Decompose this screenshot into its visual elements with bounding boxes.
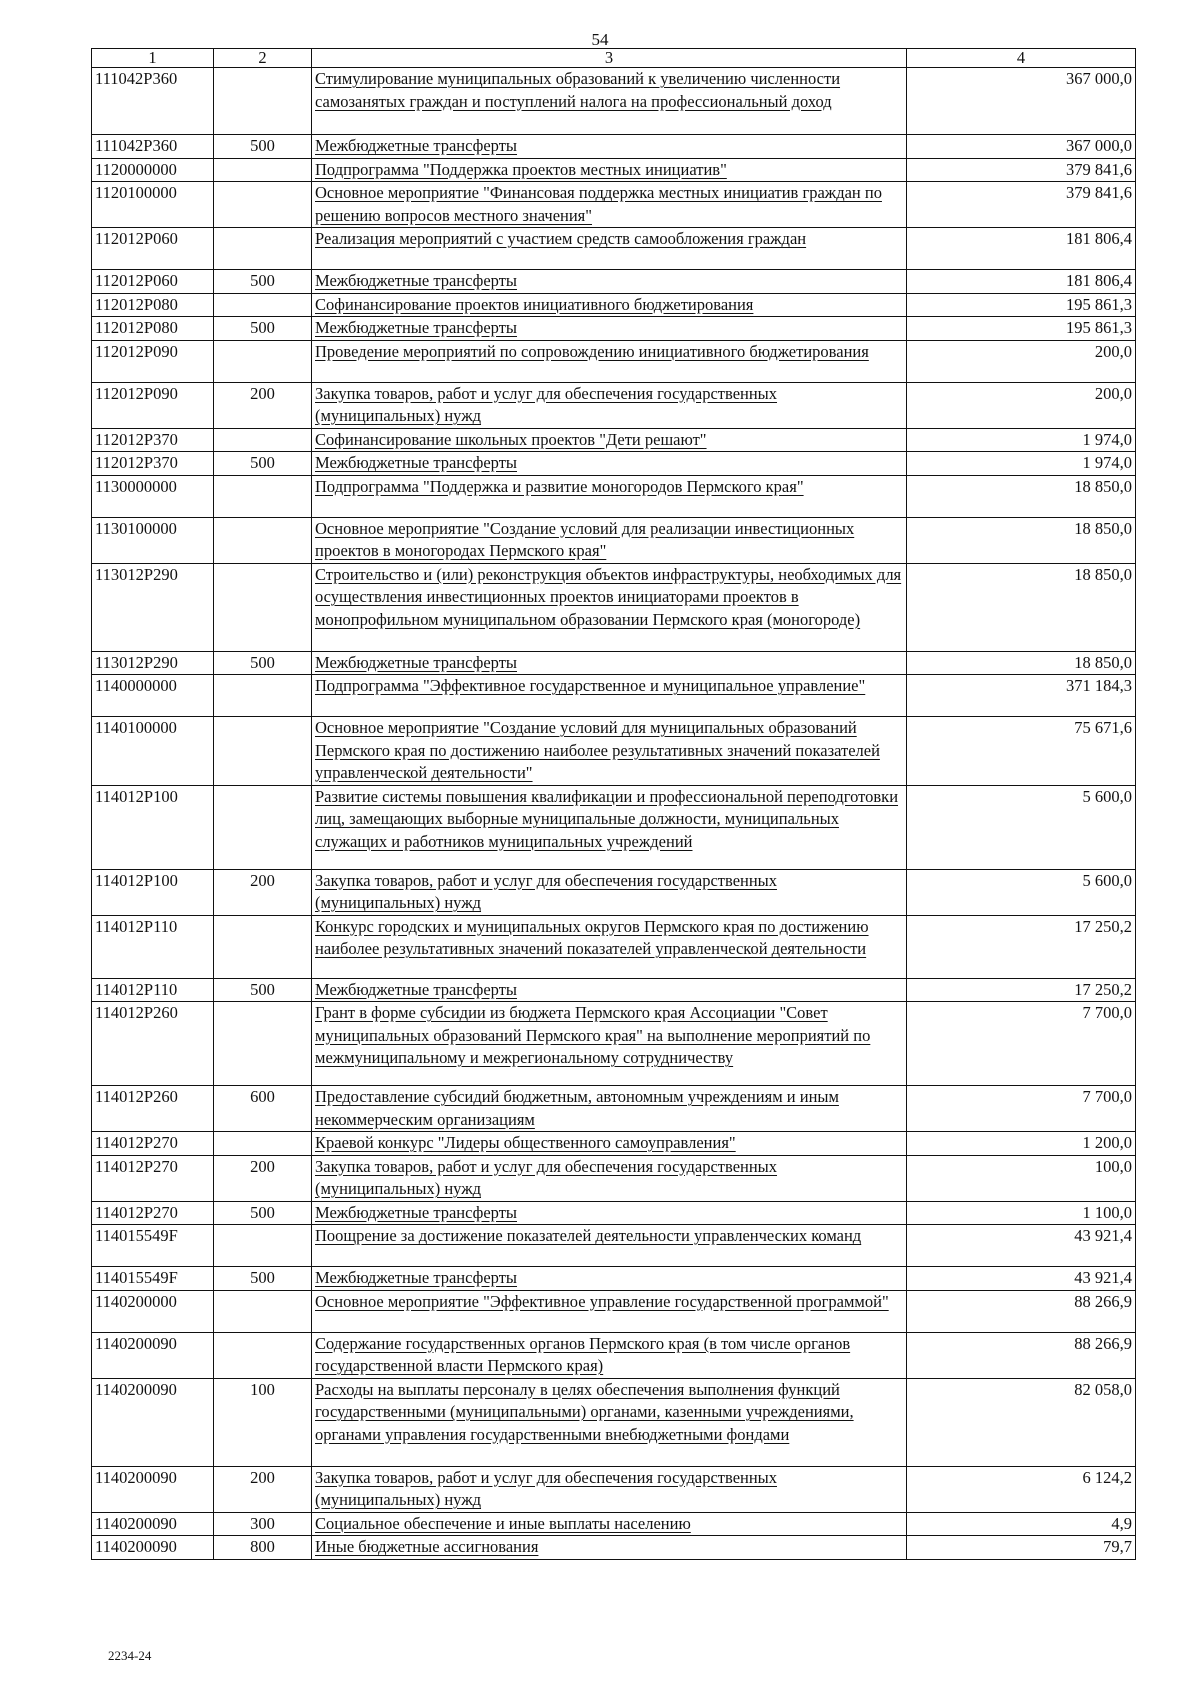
header-col-2: 2: [214, 49, 312, 68]
cell-name: Конкурс городских и муниципальных округов Пермского края по достижению наиболее результативных значений показателей управленческой деятельности: [312, 915, 907, 978]
cell-kvr: [214, 675, 312, 717]
cell-code: 114012P110: [92, 978, 214, 1002]
cell-kvr: [214, 293, 312, 317]
cell-amount: 18 850,0: [907, 475, 1136, 517]
cell-amount: 7 700,0: [907, 1002, 1136, 1086]
cell-code: 1140200090: [92, 1466, 214, 1512]
table-row: [92, 228, 1136, 270]
cell-amount: 5 600,0: [907, 785, 1136, 869]
table-row: [92, 1378, 1136, 1466]
cell-amount: 88 266,9: [907, 1332, 1136, 1378]
cell-kvr: 500: [214, 270, 312, 294]
table-row: [92, 428, 1136, 452]
cell-amount: 1 974,0: [907, 452, 1136, 476]
header-col-1: 1: [92, 49, 214, 68]
cell-amount: 379 841,6: [907, 182, 1136, 228]
cell-name: Межбюджетные трансферты: [312, 270, 907, 294]
cell-amount: 88 266,9: [907, 1290, 1136, 1332]
cell-code: 1140100000: [92, 717, 214, 786]
cell-code: 112012P090: [92, 340, 214, 382]
table-row: [92, 785, 1136, 869]
table-row: [92, 1155, 1136, 1201]
cell-code: 114012P260: [92, 1002, 214, 1086]
cell-name: Предоставление субсидий бюджетным, автономным учреждениям и иным некоммерческим организациям: [312, 1086, 907, 1132]
cell-amount: 100,0: [907, 1155, 1136, 1201]
cell-kvr: [214, 717, 312, 786]
cell-name: Проведение мероприятий по сопровождению инициативного бюджетирования: [312, 340, 907, 382]
cell-name: Содержание государственных органов Пермского края (в том числе органов государственной власти Пермского края): [312, 1332, 907, 1378]
cell-amount: 17 250,2: [907, 915, 1136, 978]
table-row: [92, 135, 1136, 159]
cell-name: Развитие системы повышения квалификации и профессиональной переподготовки лиц, замещающих выборные муниципальные должности, муниципальных служащих и работников муниципальных учреждений: [312, 785, 907, 869]
cell-code: 112012P370: [92, 452, 214, 476]
cell-name: Социальное обеспечение и иные выплаты населению: [312, 1512, 907, 1536]
table-row: [92, 1512, 1136, 1536]
cell-code: 112012P090: [92, 382, 214, 428]
cell-amount: 367 000,0: [907, 68, 1136, 135]
cell-kvr: [214, 1290, 312, 1332]
cell-kvr: [214, 428, 312, 452]
cell-name: Подпрограмма "Эффективное государственное и муниципальное управление": [312, 675, 907, 717]
budget-table: [91, 48, 1136, 1560]
cell-code: 111042P360: [92, 68, 214, 135]
cell-kvr: 200: [214, 869, 312, 915]
cell-code: 114015549F: [92, 1267, 214, 1291]
table-row: [92, 517, 1136, 563]
cell-amount: 18 850,0: [907, 563, 1136, 651]
cell-amount: 82 058,0: [907, 1378, 1136, 1466]
cell-amount: 195 861,3: [907, 317, 1136, 341]
cell-name: Закупка товаров, работ и услуг для обеспечения государственных (муниципальных) нужд: [312, 1155, 907, 1201]
cell-amount: 379 841,6: [907, 158, 1136, 182]
cell-name: Межбюджетные трансферты: [312, 452, 907, 476]
cell-name: Софинансирование проектов инициативного бюджетирования: [312, 293, 907, 317]
cell-kvr: 500: [214, 452, 312, 476]
cell-amount: 7 700,0: [907, 1086, 1136, 1132]
cell-name: Межбюджетные трансферты: [312, 651, 907, 675]
cell-amount: 1 974,0: [907, 428, 1136, 452]
cell-amount: 1 200,0: [907, 1132, 1136, 1156]
header-col-4: 4: [907, 49, 1136, 68]
cell-name: Межбюджетные трансферты: [312, 1201, 907, 1225]
cell-kvr: [214, 1332, 312, 1378]
cell-name: Краевой конкурс "Лидеры общественного самоуправления": [312, 1132, 907, 1156]
document-code: 2234-24: [108, 1648, 152, 1663]
cell-kvr: [214, 68, 312, 135]
table-row: [92, 869, 1136, 915]
table-row: [92, 651, 1136, 675]
cell-name: Основное мероприятие "Финансовая поддержка местных инициатив граждан по решению вопросов местного значения": [312, 182, 907, 228]
cell-name: Подпрограмма "Поддержка проектов местных инициатив": [312, 158, 907, 182]
cell-name: Закупка товаров, работ и услуг для обеспечения государственных (муниципальных) нужд: [312, 1466, 907, 1512]
cell-code: 1120000000: [92, 158, 214, 182]
cell-kvr: [214, 915, 312, 978]
table-row: [92, 675, 1136, 717]
table-row: [92, 340, 1136, 382]
cell-name: Подпрограмма "Поддержка и развитие моногородов Пермского края": [312, 475, 907, 517]
table-row: [92, 1132, 1136, 1156]
cell-amount: 4,9: [907, 1512, 1136, 1536]
cell-kvr: [214, 517, 312, 563]
table-row: [92, 1086, 1136, 1132]
cell-code: 114012P270: [92, 1201, 214, 1225]
cell-amount: 181 806,4: [907, 228, 1136, 270]
cell-kvr: [214, 785, 312, 869]
cell-amount: 6 124,2: [907, 1466, 1136, 1512]
cell-kvr: [214, 1002, 312, 1086]
table-row: [92, 1466, 1136, 1512]
cell-amount: 43 921,4: [907, 1225, 1136, 1267]
cell-code: 114012P270: [92, 1132, 214, 1156]
cell-code: 112012P060: [92, 228, 214, 270]
cell-kvr: [214, 340, 312, 382]
cell-code: 1130000000: [92, 475, 214, 517]
cell-code: 1120100000: [92, 182, 214, 228]
cell-kvr: 500: [214, 1267, 312, 1291]
cell-code: 1140200090: [92, 1536, 214, 1560]
cell-code: 1140200090: [92, 1378, 214, 1466]
table-row: [92, 1332, 1136, 1378]
cell-code: 112012P370: [92, 428, 214, 452]
cell-kvr: 500: [214, 978, 312, 1002]
cell-amount: 371 184,3: [907, 675, 1136, 717]
cell-amount: 43 921,4: [907, 1267, 1136, 1291]
cell-amount: 18 850,0: [907, 517, 1136, 563]
cell-code: 112012P080: [92, 293, 214, 317]
cell-name: Строительство и (или) реконструкция объектов инфраструктуры, необходимых для осуществления инвестиционных проектов инициаторами проектов в монопрофильном муниципальном образовании Пермского края (моногороде): [312, 563, 907, 651]
cell-kvr: 600: [214, 1086, 312, 1132]
cell-code: 1140200090: [92, 1332, 214, 1378]
cell-amount: 75 671,6: [907, 717, 1136, 786]
cell-kvr: 200: [214, 1466, 312, 1512]
table-row: [92, 1225, 1136, 1267]
cell-name: Поощрение за достижение показателей деятельности управленческих команд: [312, 1225, 907, 1267]
cell-name: Иные бюджетные ассигнования: [312, 1536, 907, 1560]
cell-name: Реализация мероприятий с участием средств самообложения граждан: [312, 228, 907, 270]
cell-kvr: 100: [214, 1378, 312, 1466]
cell-name: Межбюджетные трансферты: [312, 135, 907, 159]
cell-kvr: 200: [214, 382, 312, 428]
cell-name: Межбюджетные трансферты: [312, 978, 907, 1002]
cell-name: Закупка товаров, работ и услуг для обеспечения государственных (муниципальных) нужд: [312, 382, 907, 428]
cell-code: 114012P270: [92, 1155, 214, 1201]
cell-amount: 200,0: [907, 340, 1136, 382]
cell-amount: 367 000,0: [907, 135, 1136, 159]
table-row: [92, 158, 1136, 182]
table-row: [92, 717, 1136, 786]
cell-amount: 17 250,2: [907, 978, 1136, 1002]
table-row: [92, 978, 1136, 1002]
cell-code: 113012P290: [92, 563, 214, 651]
cell-amount: 1 100,0: [907, 1201, 1136, 1225]
table-row: [92, 452, 1136, 476]
cell-kvr: [214, 182, 312, 228]
cell-amount: 5 600,0: [907, 869, 1136, 915]
cell-name: Расходы на выплаты персоналу в целях обеспечения выполнения функций государственными (муниципальными) органами, казенными учреждениями, органами управления государственными внебюджетными фондами: [312, 1378, 907, 1466]
cell-name: Основное мероприятие "Создание условий для реализации инвестиционных проектов в моногородах Пермского края": [312, 517, 907, 563]
table-row: [92, 317, 1136, 341]
table-row: [92, 1536, 1136, 1560]
cell-name: Межбюджетные трансферты: [312, 1267, 907, 1291]
cell-kvr: 500: [214, 651, 312, 675]
table-row: [92, 563, 1136, 651]
table-row: [92, 1002, 1136, 1086]
cell-code: 111042P360: [92, 135, 214, 159]
cell-kvr: 500: [214, 135, 312, 159]
table-row: [92, 1201, 1136, 1225]
cell-code: 114015549F: [92, 1225, 214, 1267]
cell-kvr: [214, 228, 312, 270]
cell-code: 112012P080: [92, 317, 214, 341]
cell-amount: 195 861,3: [907, 293, 1136, 317]
cell-kvr: [214, 563, 312, 651]
cell-code: 113012P290: [92, 651, 214, 675]
cell-kvr: 500: [214, 317, 312, 341]
table-row: [92, 293, 1136, 317]
cell-amount: 181 806,4: [907, 270, 1136, 294]
cell-code: 1140200090: [92, 1512, 214, 1536]
cell-amount: 79,7: [907, 1536, 1136, 1560]
cell-code: 1130100000: [92, 517, 214, 563]
cell-amount: 18 850,0: [907, 651, 1136, 675]
cell-name: Стимулирование муниципальных образований к увеличению численности самозанятых граждан и поступлений налога на профессиональный доход: [312, 68, 907, 135]
cell-kvr: 500: [214, 1201, 312, 1225]
header-col-3: 3: [312, 49, 907, 68]
table-row: [92, 1267, 1136, 1291]
cell-code: 114012P100: [92, 785, 214, 869]
table-row: [92, 68, 1136, 135]
cell-name: Основное мероприятие "Эффективное управление государственной программой": [312, 1290, 907, 1332]
cell-amount: 200,0: [907, 382, 1136, 428]
table-row: [92, 475, 1136, 517]
table-row: [92, 182, 1136, 228]
header-row: [92, 49, 1136, 68]
cell-kvr: [214, 1132, 312, 1156]
table-row: [92, 270, 1136, 294]
page-number: 54: [591, 30, 609, 49]
table-row: [92, 382, 1136, 428]
table-row: [92, 1290, 1136, 1332]
cell-kvr: [214, 475, 312, 517]
cell-code: 114012P110: [92, 915, 214, 978]
cell-name: Софинансирование школьных проектов "Дети решают": [312, 428, 907, 452]
cell-kvr: [214, 158, 312, 182]
cell-kvr: [214, 1225, 312, 1267]
cell-code: 1140000000: [92, 675, 214, 717]
table-row: [92, 915, 1136, 978]
cell-code: 112012P060: [92, 270, 214, 294]
cell-code: 1140200000: [92, 1290, 214, 1332]
cell-kvr: 300: [214, 1512, 312, 1536]
cell-code: 114012P100: [92, 869, 214, 915]
cell-code: 114012P260: [92, 1086, 214, 1132]
cell-name: Грант в форме субсидии из бюджета Пермского края Ассоциации "Совет муниципальных образований Пермского края" на выполнение мероприятий по межмуниципальному и межрегиональному сотрудничеству: [312, 1002, 907, 1086]
cell-name: Закупка товаров, работ и услуг для обеспечения государственных (муниципальных) нужд: [312, 869, 907, 915]
cell-name: Межбюджетные трансферты: [312, 317, 907, 341]
cell-kvr: 800: [214, 1536, 312, 1560]
cell-kvr: 200: [214, 1155, 312, 1201]
cell-name: Основное мероприятие "Создание условий для муниципальных образований Пермского края по достижению наиболее результативных значений показателей управленческой деятельности": [312, 717, 907, 786]
